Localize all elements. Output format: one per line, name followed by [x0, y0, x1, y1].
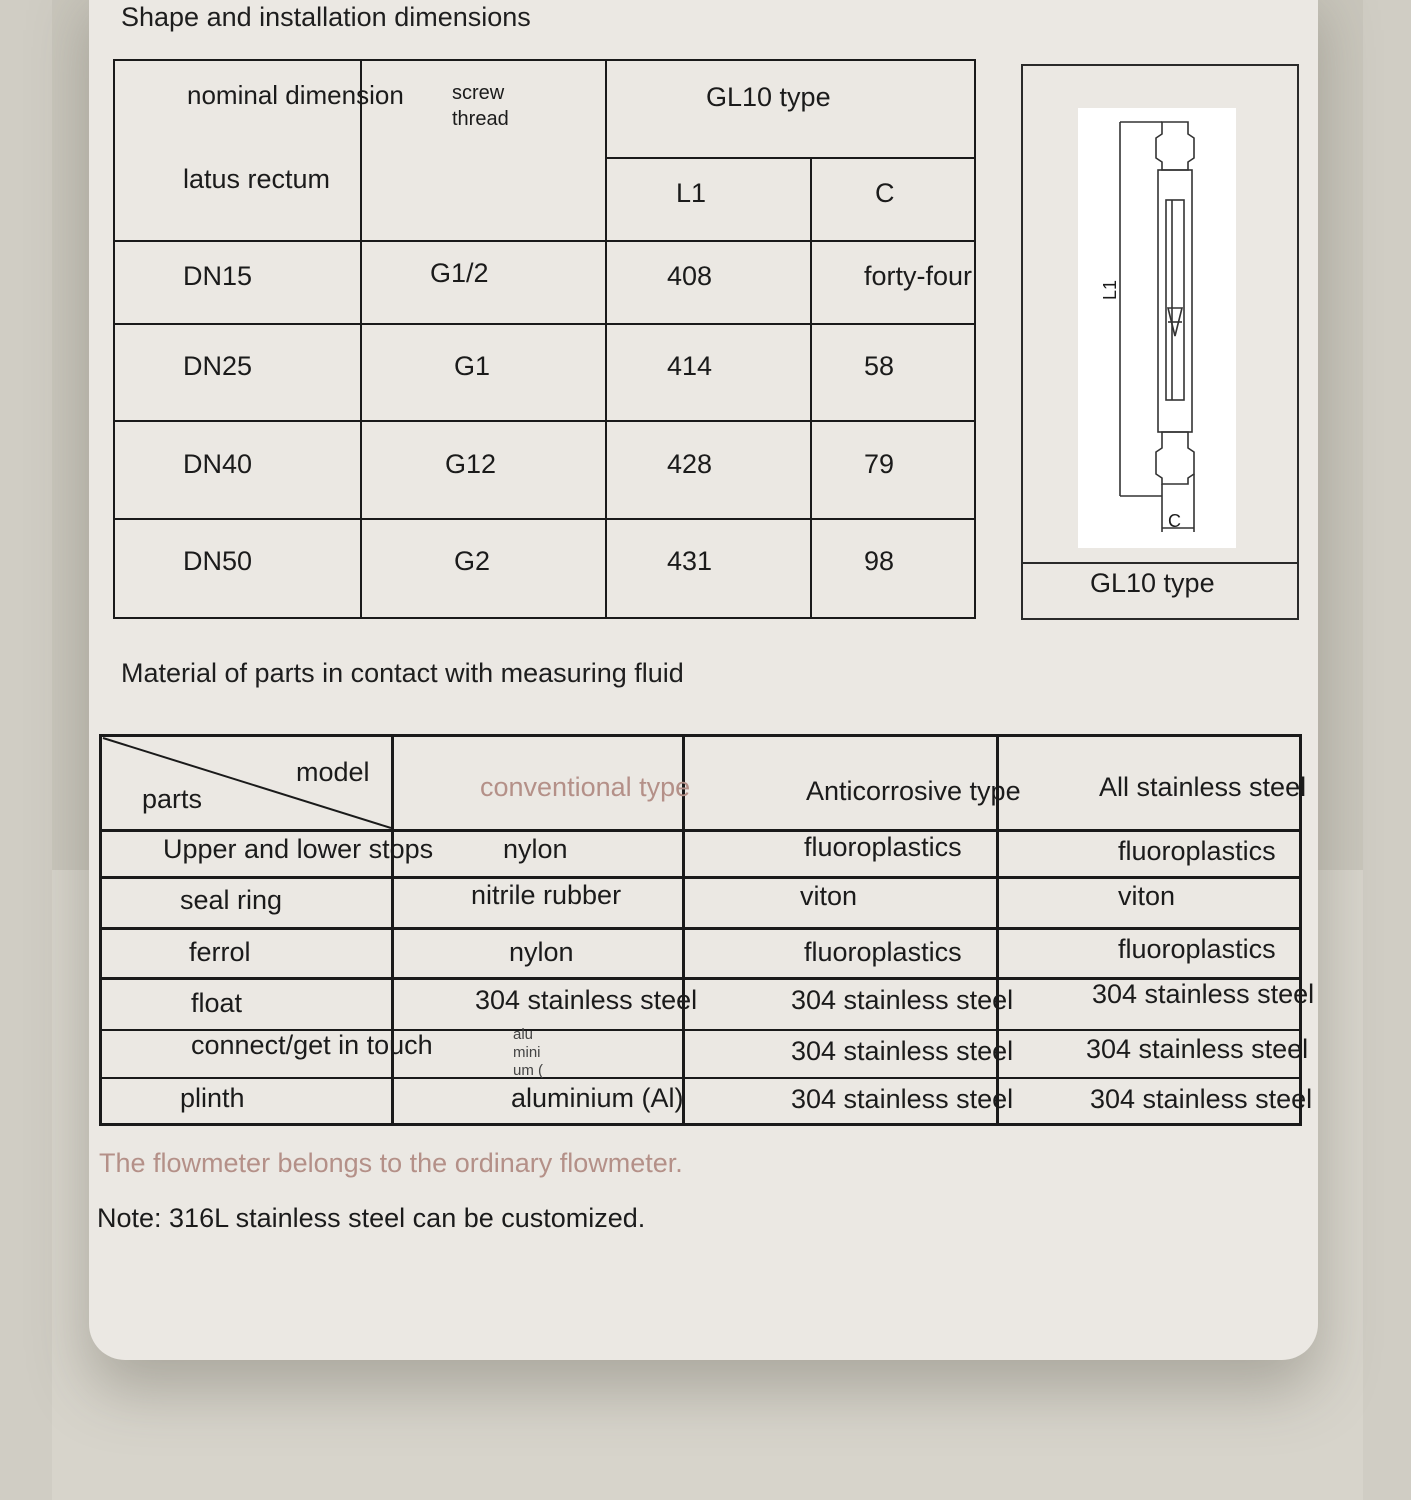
row-thread: G2	[454, 546, 491, 576]
row-dn: DN15	[183, 261, 253, 291]
material-conventional: 304 stainless steel	[475, 985, 698, 1015]
material-conventional: nylon	[509, 937, 574, 967]
part-label: seal ring	[180, 885, 283, 915]
row-l1: 428	[667, 449, 713, 479]
part-label: float	[191, 988, 243, 1018]
material-anticorrosive: fluoroplastics	[804, 832, 962, 862]
material-conventional: aluminium (Al)	[511, 1083, 684, 1113]
part-label: ferrol	[189, 937, 251, 967]
material-anticorrosive: fluoroplastics	[804, 937, 962, 967]
note-ordinary-flowmeter: The flowmeter belongs to the ordinary flowmeter.	[99, 1148, 683, 1178]
section-title-materials: Material of parts in contact with measuring fluid	[121, 658, 684, 688]
col-anticorrosive-type: Anticorrosive type	[806, 776, 1021, 806]
row-thread: G1/2	[430, 258, 489, 288]
material-anticorrosive: viton	[800, 881, 858, 911]
header-l1: L1	[676, 178, 707, 208]
row-c: 98	[864, 546, 895, 576]
diagram-label-c: C	[1168, 511, 1181, 531]
header-nominal-dimension: nominal dimension	[187, 80, 404, 110]
material-anticorrosive: 304 stainless steel	[791, 985, 1014, 1015]
header-latus-rectum: latus rectum	[183, 164, 331, 194]
background-left-strip	[0, 0, 52, 1500]
material-anticorrosive: 304 stainless steel	[791, 1084, 1014, 1114]
flowmeter-drawing-icon	[1078, 108, 1236, 548]
col-conventional-type: conventional type	[480, 772, 691, 802]
material-conventional: alu mini um (	[513, 1026, 543, 1079]
material-stainless: 304 stainless steel	[1086, 1034, 1309, 1064]
header-screw-thread: screw thread	[452, 82, 509, 130]
note-316l: Note: 316L stainless steel can be customized.	[97, 1203, 646, 1233]
row-thread: G1	[454, 351, 491, 381]
material-stainless: fluoroplastics	[1118, 836, 1276, 866]
material-conventional: nylon	[503, 834, 568, 864]
diagram-caption: GL10 type	[1090, 568, 1215, 598]
background-right-strip	[1363, 0, 1411, 1500]
row-c: 58	[864, 351, 895, 381]
material-stainless: 304 stainless steel	[1090, 1084, 1313, 1114]
header-c: C	[875, 178, 895, 208]
row-l1: 408	[667, 261, 713, 291]
row-dn: DN25	[183, 351, 253, 381]
material-stainless: 304 stainless steel	[1092, 979, 1315, 1009]
material-anticorrosive: 304 stainless steel	[791, 1036, 1014, 1066]
material-conventional: nitrile rubber	[471, 880, 622, 910]
part-label: connect/get in touch	[191, 1030, 433, 1060]
corner-parts: parts	[142, 784, 203, 814]
row-l1: 431	[667, 546, 713, 576]
row-l1: 414	[667, 351, 713, 381]
diagram-label-l1: L1	[1100, 279, 1120, 300]
part-label: plinth	[180, 1083, 245, 1113]
row-c: 79	[864, 449, 895, 479]
row-dn: DN40	[183, 449, 253, 479]
material-stainless: fluoroplastics	[1118, 934, 1276, 964]
material-stainless: viton	[1118, 881, 1176, 911]
corner-model: model	[296, 757, 370, 787]
row-dn: DN50	[183, 546, 253, 576]
section-title-dimensions: Shape and installation dimensions	[121, 2, 531, 32]
col-all-stainless-steel: All stainless steel	[1099, 772, 1307, 802]
header-gl10-type: GL10 type	[706, 82, 831, 112]
row-thread: G12	[445, 449, 497, 479]
row-c: forty-four	[864, 261, 973, 291]
part-label: Upper and lower stops	[163, 834, 434, 864]
